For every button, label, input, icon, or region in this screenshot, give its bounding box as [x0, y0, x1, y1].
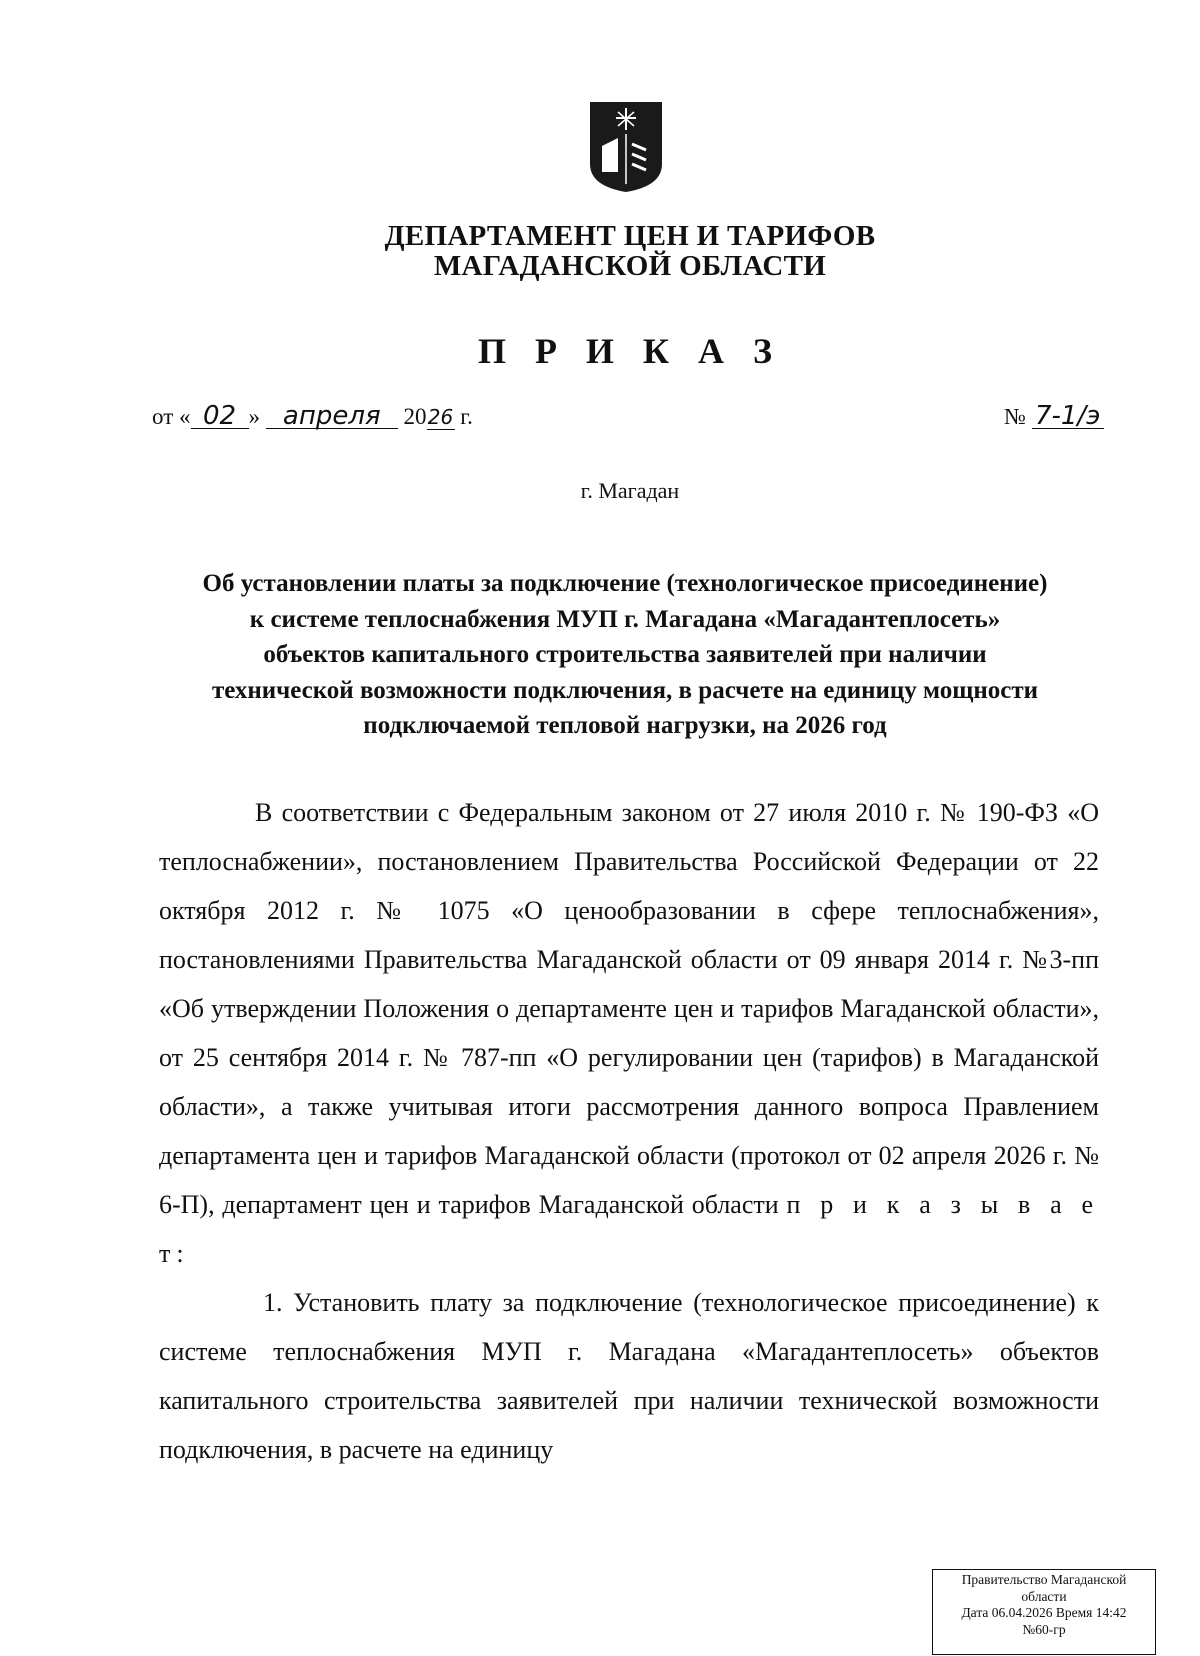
stamp-line-4: №60-гр [1022, 1621, 1066, 1637]
paragraph-preamble [159, 788, 1099, 1278]
city: г. Магадан [580, 478, 680, 503]
document-body [159, 788, 1099, 1474]
document-title: Об установлении платы за подключение (технологическое присоединение) к системе теплоснабжения МУП г. Магадана «Магадантеплосеть» объектов капитального строительства заявителей при наличии технической возможности подключения, в расчете на единицу мощности подключаемой тепловой нагрузки, на 2026 год [202, 570, 1048, 739]
department-name-line2: МАГАДАНСКОЙ ОБЛАСТИ [433, 250, 827, 282]
paragraph-item-1: 1. Установить плату за подключение (технологическое присоединение) к системе теплоснабжения МУП г. Магадана «Магадантеплосеть» объектов капитального строительства заявителей при наличии технической возможности подключения, в расчете на единицу [159, 1288, 1099, 1464]
date-day: 02 [191, 404, 249, 429]
date-suffix: г. [460, 404, 473, 429]
stamp-line-2: области [1021, 1588, 1067, 1604]
date-prefix: от « [152, 404, 191, 429]
stamp-line-1: Правительство Магаданской [961, 1572, 1127, 1587]
number-value: 7-1/э [1032, 404, 1104, 429]
preamble-action: п р и к а з ы в а е т: [159, 1190, 1099, 1268]
department-name-line1: ДЕПАРТАМЕНТ ЦЕН И ТАРИФОВ [384, 220, 876, 252]
number-label: № [1004, 404, 1026, 429]
document-type-heading: П Р И К А З [477, 331, 783, 371]
document-date [152, 401, 473, 431]
date-year-suffix: 26 [427, 405, 454, 429]
date-mid: » [248, 404, 260, 429]
date-year-prefix: 20 [403, 404, 427, 429]
preamble-text: В соответствии с Федеральным законом от 27 июля 2010 г. № 190-ФЗ «О теплоснабжении», постановлением Правительства Российской Федерации от 22 октября 2012 г. № 1075 «О ценообразовании в сфере теплоснабжения», постановлениями Правительства Магаданской области от 09 января 2014 г. №3-пп «Об утверждении Положения о департаменте цен и тарифов Магаданской области», от 25 сентября 2014 г. № 787-пп «О регулировании цен (тарифов) в Магаданской области», а также учитывая итоги рассмотрения данного вопроса Правлением департамента цен и тарифов Магаданской области (протокол от 02 апреля 2026 г. № 6-П), департамент цен и тарифов Магаданской области [159, 798, 1099, 1219]
stamp-line-3: Дата 06.04.2026 Время 14:42 [961, 1605, 1127, 1620]
document-number [1004, 401, 1104, 431]
registration-stamp [932, 1569, 1156, 1655]
date-month: апреля [266, 404, 398, 429]
coat-of-arms-icon [588, 100, 664, 194]
